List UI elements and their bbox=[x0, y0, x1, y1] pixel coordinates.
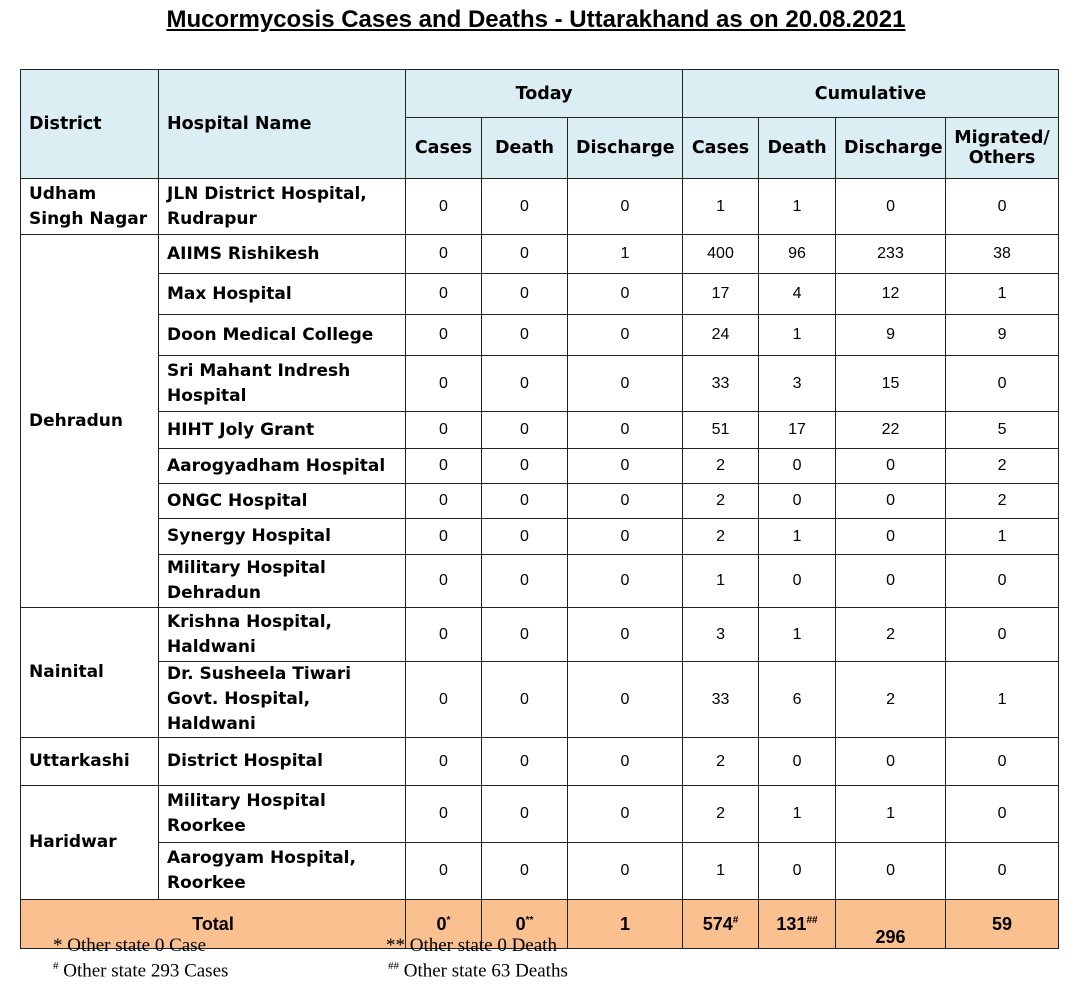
migrated-cell: 0 bbox=[946, 179, 1059, 235]
today-death-cell: 0 bbox=[482, 356, 568, 412]
table-row bbox=[21, 179, 1059, 235]
migrated-cell: 2 bbox=[946, 484, 1059, 519]
hospital-name-cell: Sri Mahant Indresh Hospital bbox=[159, 356, 406, 412]
hospital-name-cell: Military Hospital Roorkee bbox=[159, 786, 406, 843]
table-row bbox=[21, 608, 1059, 662]
cumulative-cases-cell: 1 bbox=[683, 843, 759, 900]
today-cases-cell: 0 bbox=[406, 412, 482, 449]
header-cumulative: Cumulative bbox=[683, 70, 1059, 118]
table-row bbox=[21, 843, 1059, 900]
today-cases-cell: 0 bbox=[406, 235, 482, 274]
cumulative-death-cell: 1 bbox=[759, 519, 836, 555]
today-cases-cell: 0 bbox=[406, 179, 482, 235]
footnote-other-state-cases: # Other state 293 Cases bbox=[53, 960, 229, 982]
today-death-cell: 0 bbox=[482, 738, 568, 786]
total-cumulative-death: 131## bbox=[759, 900, 836, 949]
table-row bbox=[21, 274, 1059, 315]
today-cases-cell: 0 bbox=[406, 519, 482, 555]
header-migrated-line1: Migrated/ bbox=[954, 128, 1050, 148]
today-discharge-cell: 0 bbox=[568, 449, 683, 484]
header-cumulative-discharge: Discharge bbox=[836, 118, 946, 179]
cumulative-cases-cell: 33 bbox=[683, 662, 759, 738]
cumulative-cases-cell: 2 bbox=[683, 484, 759, 519]
today-cases-cell: 0 bbox=[406, 738, 482, 786]
district-cell: Haridwar bbox=[21, 786, 159, 900]
cumulative-cases-cell: 400 bbox=[683, 235, 759, 274]
today-cases-cell: 0 bbox=[406, 274, 482, 315]
district-cell: Udham Singh Nagar bbox=[21, 179, 159, 235]
cumulative-cases-cell: 3 bbox=[683, 608, 759, 662]
hospital-name-cell: District Hospital bbox=[159, 738, 406, 786]
today-death-cell: 0 bbox=[482, 235, 568, 274]
today-discharge-cell: 0 bbox=[568, 608, 683, 662]
today-cases-cell: 0 bbox=[406, 484, 482, 519]
header-cumulative-cases: Cases bbox=[683, 118, 759, 179]
cumulative-death-cell: 3 bbox=[759, 356, 836, 412]
cumulative-death-cell: 0 bbox=[759, 484, 836, 519]
cumulative-discharge-cell: 0 bbox=[836, 555, 946, 608]
footnote-other-state-death: ** Other state 0 Death bbox=[386, 935, 557, 956]
migrated-cell: 0 bbox=[946, 608, 1059, 662]
cumulative-cases-cell: 2 bbox=[683, 786, 759, 843]
cumulative-death-cell: 0 bbox=[759, 843, 836, 900]
hospital-name-cell: Krishna Hospital, Haldwani bbox=[159, 608, 406, 662]
table-row bbox=[21, 555, 1059, 608]
migrated-cell: 0 bbox=[946, 356, 1059, 412]
migrated-cell: 1 bbox=[946, 662, 1059, 738]
cumulative-discharge-cell: 12 bbox=[836, 274, 946, 315]
total-today-death: 0** bbox=[482, 900, 568, 949]
today-discharge-cell: 0 bbox=[568, 484, 683, 519]
today-cases-cell: 0 bbox=[406, 662, 482, 738]
cumulative-cases-cell: 24 bbox=[683, 315, 759, 356]
cumulative-discharge-cell: 22 bbox=[836, 412, 946, 449]
cumulative-death-cell: 1 bbox=[759, 179, 836, 235]
cumulative-discharge-cell: 2 bbox=[836, 608, 946, 662]
today-discharge-cell: 0 bbox=[568, 412, 683, 449]
cumulative-discharge-cell: 0 bbox=[836, 484, 946, 519]
today-discharge-cell: 0 bbox=[568, 843, 683, 900]
total-today-cases: 0* bbox=[406, 900, 482, 949]
today-death-cell: 0 bbox=[482, 412, 568, 449]
hospital-name-cell: ONGC Hospital bbox=[159, 484, 406, 519]
migrated-cell: 1 bbox=[946, 519, 1059, 555]
header-cumulative-death: Death bbox=[759, 118, 836, 179]
hospital-name-cell: JLN District Hospital, Rudrapur bbox=[159, 179, 406, 235]
today-discharge-cell: 0 bbox=[568, 786, 683, 843]
migrated-cell: 9 bbox=[946, 315, 1059, 356]
hospital-name-cell: AIIMS Rishikesh bbox=[159, 235, 406, 274]
hospital-name-cell: Max Hospital bbox=[159, 274, 406, 315]
cumulative-discharge-cell: 0 bbox=[836, 449, 946, 484]
header-migrated bbox=[946, 118, 1059, 179]
table-row bbox=[21, 235, 1059, 274]
cumulative-death-cell: 1 bbox=[759, 315, 836, 356]
table-row bbox=[21, 786, 1059, 843]
cumulative-death-cell: 0 bbox=[759, 449, 836, 484]
migrated-cell: 2 bbox=[946, 449, 1059, 484]
cumulative-discharge-cell: 0 bbox=[836, 179, 946, 235]
today-death-cell: 0 bbox=[482, 662, 568, 738]
cumulative-discharge-cell: 0 bbox=[836, 519, 946, 555]
hospital-name-cell: Dr. Susheela Tiwari Govt. Hospital, Haldwani bbox=[159, 662, 406, 738]
header-migrated-line2: Others bbox=[968, 148, 1036, 168]
today-discharge-cell: 0 bbox=[568, 315, 683, 356]
cumulative-discharge-cell: 0 bbox=[836, 843, 946, 900]
migrated-cell: 0 bbox=[946, 843, 1059, 900]
today-death-cell: 0 bbox=[482, 519, 568, 555]
page-title: Mucormycosis Cases and Deaths - Uttarakhand as on 20.08.2021 bbox=[166, 6, 906, 33]
today-death-cell: 0 bbox=[482, 843, 568, 900]
today-discharge-cell: 0 bbox=[568, 738, 683, 786]
total-migrated: 59 bbox=[946, 900, 1059, 949]
total-label: Total bbox=[21, 900, 406, 949]
cumulative-discharge-cell: 9 bbox=[836, 315, 946, 356]
today-discharge-cell: 0 bbox=[568, 519, 683, 555]
table-row bbox=[21, 738, 1059, 786]
cumulative-discharge-cell: 15 bbox=[836, 356, 946, 412]
today-cases-cell: 0 bbox=[406, 608, 482, 662]
header-today-cases: Cases bbox=[406, 118, 482, 179]
today-cases-cell: 0 bbox=[406, 555, 482, 608]
cumulative-cases-cell: 33 bbox=[683, 356, 759, 412]
table-row bbox=[21, 662, 1059, 738]
header-hospital: Hospital Name bbox=[159, 70, 406, 179]
today-death-cell: 0 bbox=[482, 179, 568, 235]
cumulative-death-cell: 1 bbox=[759, 786, 836, 843]
cumulative-cases-cell: 17 bbox=[683, 274, 759, 315]
table-row bbox=[21, 484, 1059, 519]
today-discharge-cell: 0 bbox=[568, 356, 683, 412]
hospital-name-cell: Synergy Hospital bbox=[159, 519, 406, 555]
total-today-discharge: 1 bbox=[568, 900, 683, 949]
mucormycosis-table bbox=[20, 69, 1059, 949]
table-row bbox=[21, 449, 1059, 484]
cumulative-cases-cell: 51 bbox=[683, 412, 759, 449]
migrated-cell: 0 bbox=[946, 738, 1059, 786]
table-row bbox=[21, 412, 1059, 449]
cumulative-discharge-cell: 2 bbox=[836, 662, 946, 738]
today-discharge-cell: 0 bbox=[568, 662, 683, 738]
cumulative-discharge-cell: 1 bbox=[836, 786, 946, 843]
header-district: District bbox=[21, 70, 159, 179]
cumulative-cases-cell: 2 bbox=[683, 449, 759, 484]
today-death-cell: 0 bbox=[482, 315, 568, 356]
district-cell: Uttarkashi bbox=[21, 738, 159, 786]
cumulative-death-cell: 17 bbox=[759, 412, 836, 449]
migrated-cell: 38 bbox=[946, 235, 1059, 274]
hospital-name-cell: Aarogyadham Hospital bbox=[159, 449, 406, 484]
today-cases-cell: 0 bbox=[406, 315, 482, 356]
migrated-cell: 5 bbox=[946, 412, 1059, 449]
cumulative-cases-cell: 1 bbox=[683, 179, 759, 235]
today-death-cell: 0 bbox=[482, 274, 568, 315]
header-today-death: Death bbox=[482, 118, 568, 179]
cumulative-death-cell: 1 bbox=[759, 608, 836, 662]
today-death-cell: 0 bbox=[482, 555, 568, 608]
migrated-cell: 1 bbox=[946, 274, 1059, 315]
cumulative-cases-cell: 2 bbox=[683, 738, 759, 786]
migrated-cell: 0 bbox=[946, 786, 1059, 843]
table-row bbox=[21, 315, 1059, 356]
today-death-cell: 0 bbox=[482, 608, 568, 662]
today-cases-cell: 0 bbox=[406, 449, 482, 484]
hospital-name-cell: HIHT Joly Grant bbox=[159, 412, 406, 449]
header-today-discharge: Discharge bbox=[568, 118, 683, 179]
cumulative-death-cell: 4 bbox=[759, 274, 836, 315]
today-discharge-cell: 0 bbox=[568, 555, 683, 608]
hospital-name-cell: Doon Medical College bbox=[159, 315, 406, 356]
hospital-name-cell: Military Hospital Dehradun bbox=[159, 555, 406, 608]
cumulative-death-cell: 6 bbox=[759, 662, 836, 738]
cumulative-discharge-cell: 0 bbox=[836, 738, 946, 786]
cumulative-cases-cell: 2 bbox=[683, 519, 759, 555]
district-cell: Nainital bbox=[21, 608, 159, 738]
footnote-other-state-deaths: ## Other state 63 Deaths bbox=[388, 960, 568, 982]
today-discharge-cell: 0 bbox=[568, 179, 683, 235]
cumulative-death-cell: 96 bbox=[759, 235, 836, 274]
today-discharge-cell: 1 bbox=[568, 235, 683, 274]
cumulative-death-cell: 0 bbox=[759, 555, 836, 608]
today-cases-cell: 0 bbox=[406, 786, 482, 843]
today-death-cell: 0 bbox=[482, 449, 568, 484]
cumulative-cases-cell: 1 bbox=[683, 555, 759, 608]
migrated-cell: 0 bbox=[946, 555, 1059, 608]
table-row bbox=[21, 356, 1059, 412]
header-today: Today bbox=[406, 70, 683, 118]
cumulative-death-cell: 0 bbox=[759, 738, 836, 786]
today-death-cell: 0 bbox=[482, 484, 568, 519]
footnote-other-state-case: * Other state 0 Case bbox=[53, 935, 207, 956]
total-cumulative-discharge: 296 bbox=[836, 900, 946, 949]
total-cumulative-cases: 574# bbox=[683, 900, 759, 949]
district-cell: Dehradun bbox=[21, 235, 159, 608]
hospital-name-cell: Aarogyam Hospital, Roorkee bbox=[159, 843, 406, 900]
today-cases-cell: 0 bbox=[406, 843, 482, 900]
today-death-cell: 0 bbox=[482, 786, 568, 843]
table-row bbox=[21, 519, 1059, 555]
today-discharge-cell: 0 bbox=[568, 274, 683, 315]
today-cases-cell: 0 bbox=[406, 356, 482, 412]
cumulative-discharge-cell: 233 bbox=[836, 235, 946, 274]
